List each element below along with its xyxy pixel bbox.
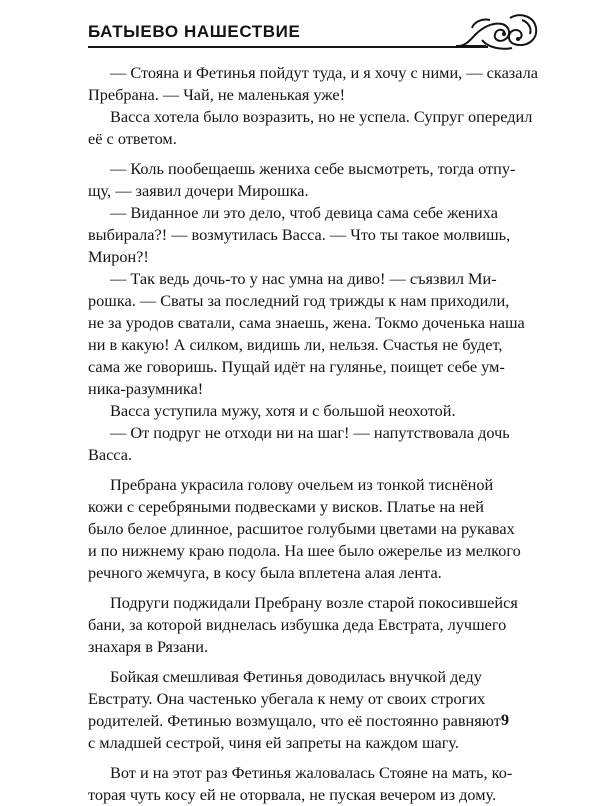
- text-line: Пребрана украсила голову очельем из тонкой тиснёной: [110, 475, 494, 494]
- header-rule: [88, 46, 488, 48]
- text-line: Вот и на этот раз Фетинья жаловалась Стояне на мать, ко-: [110, 763, 513, 782]
- text-line: было белое длинное, расшитое голубыми цветами на рукавах: [88, 519, 515, 538]
- text-line: щу, — заявил дочери Мирошка.: [88, 181, 309, 200]
- paragraph: [88, 762, 518, 806]
- paragraph: [88, 474, 521, 584]
- text-line: родителей. Фетинью возмущало, что её постоянно равняют: [88, 711, 501, 730]
- paragraph: [88, 422, 518, 466]
- text-line: знахаря в Рязани.: [88, 637, 209, 656]
- text-line: с младшей сестрой, чиня ей запреты на каждом шагу.: [88, 733, 460, 752]
- text-line: выбирала?! — возмутилась Васса. — Что ты такое молвишь,: [88, 225, 511, 244]
- text-line: кожи с серебряными подвесками у висков. Платье на ней: [88, 497, 484, 516]
- paragraph: [88, 158, 518, 202]
- paragraph: [88, 202, 518, 268]
- text-line: — Стояна и Фетинья пойдут туда, и я хочу с ними, — сказала: [110, 63, 538, 82]
- text-line: речного жемчуга, в косу была вплетена алая лента.: [88, 563, 442, 582]
- text-line: Васса хотела было возразить, но не успела. Супруг опередил: [110, 107, 533, 126]
- text-line: ни в какую! А силком, видишь ли, нельзя. Счастья не будет,: [88, 335, 503, 354]
- text-line: Васса уступила мужу, хотя и с большой неохотой.: [110, 401, 456, 420]
- paragraph: [88, 106, 533, 150]
- running-title: БАТЫЕВО НАШЕСТВИЕ: [88, 22, 301, 41]
- running-header: [88, 14, 540, 54]
- text-line: и по нижнему краю подола. На шее было ожерелье из мелкого: [88, 541, 521, 560]
- text-line: Подруги поджидали Пребрану возле старой покосившейся: [110, 593, 518, 612]
- text-line: рошка. — Сваты за последний год трижды к нам приходили,: [88, 291, 510, 310]
- text-line: Пребрана. — Чай, не маленькая уже!: [88, 85, 345, 104]
- text-line: Бойкая смешливая Фетинья доводилась внучкой деду: [110, 667, 482, 686]
- text-line: Мирон?!: [88, 247, 149, 266]
- text-line: ника-разумника!: [88, 379, 204, 398]
- page-number: 9: [501, 712, 509, 729]
- text-line: Евстрату. Она частенько убегала к нему от своих строгих: [88, 689, 486, 708]
- text-line: её с ответом.: [88, 129, 177, 148]
- text-line: — Виданное ли это дело, чтоб девица сама себе жениха: [110, 203, 498, 222]
- text-line: — От подруг не отходи ни на шаг! — напутствовала дочь: [110, 423, 510, 442]
- text-line: не за уродов сватали, сама знаешь, жена. Токмо доченька наша: [88, 313, 525, 332]
- text-line: — Коль пообещаешь жениха себе высмотреть, тогда отпу-: [110, 159, 516, 178]
- text-line: сама же говоришь. Пущай идёт на гулянье, поищет себе ум-: [88, 357, 505, 376]
- text-line: торая чуть косу ей не оторвала, не пуская вечером из дому.: [88, 785, 497, 804]
- paragraph: [88, 62, 538, 106]
- text-line: бани, за которой виднелась избушка деда Евстрата, лучшего: [88, 615, 507, 634]
- paragraph: [88, 268, 525, 400]
- text-line: Васса.: [88, 445, 133, 464]
- paragraph: [88, 666, 518, 754]
- text-line: — Так ведь дочь-то у нас умна на диво! — съязвил Ми-: [110, 269, 497, 288]
- body-text: [88, 62, 538, 806]
- celtic-knot-ornament-icon: [452, 10, 542, 54]
- paragraph: [88, 592, 518, 658]
- paragraph: [88, 400, 518, 422]
